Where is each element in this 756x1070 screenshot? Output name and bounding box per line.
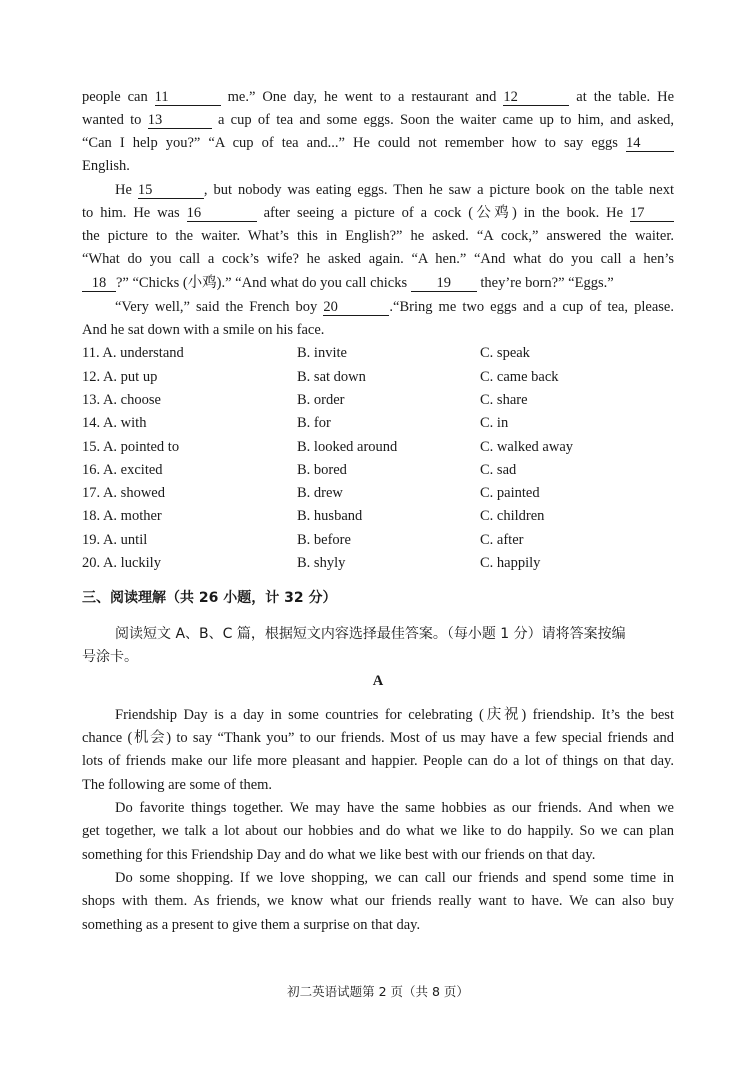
option-b[interactable]: B. bored (297, 462, 347, 478)
section-instructions: 阅读短文 A、B、C 篇，根据短文内容选择最佳答案。（每小题 1 分）请将答案按编 (115, 626, 626, 642)
blank-15: 15 (138, 182, 204, 199)
option-a[interactable]: 11. A. understand (82, 345, 184, 361)
text: they’re born?” “Eggs.” (476, 275, 614, 291)
option-a[interactable]: 15. A. pointed to (82, 439, 180, 455)
option-a[interactable]: 20. A. luckily (82, 555, 161, 571)
blank-19: 19 (411, 275, 477, 292)
text-cn: 庆祝 (483, 707, 522, 723)
text: English. (82, 158, 130, 174)
passage-line (82, 821, 674, 841)
passage-line (115, 798, 674, 818)
text: me.” One day, he went to a restaurant and (220, 89, 504, 105)
text: shops with them. As friends, we know what our friends really want to have. We can also buy (82, 893, 674, 909)
text: .“Bring me two eggs and a cup of tea, please. (389, 299, 674, 315)
text: something as a present to give them a surprise on that day. (82, 917, 421, 933)
text: chance ( (82, 730, 133, 746)
text: the picture to the waiter. What’s this in English?” he asked. “A cock,” answered the waiter. (82, 228, 674, 244)
blank-14: 14 (626, 135, 674, 152)
text: Do some shopping. If we love shopping, we can call our friends and spend some time in (115, 870, 674, 886)
text: “Can I help you?” “A cup of tea and...” He could not remember how to say eggs (82, 135, 626, 151)
text: ).” “And what do you call chicks (216, 275, 411, 291)
cloze-line-7 (82, 226, 674, 246)
text: get together, we talk a lot about our hobbies and do what we like to do happily. So we can plan (82, 823, 674, 839)
blank-12: 12 (503, 89, 569, 106)
text: The following are some of them. (82, 777, 273, 793)
cloze-line-5 (115, 180, 674, 200)
passage-line (82, 915, 674, 935)
option-c[interactable]: C. walked away (480, 439, 574, 455)
option-b[interactable]: B. husband (297, 508, 363, 524)
text: at the table. He (569, 89, 675, 105)
option-b[interactable]: B. order (297, 392, 345, 408)
text: ) in the book. He (512, 205, 631, 221)
text: wanted to (82, 112, 148, 128)
cloze-line-11 (82, 320, 674, 340)
page-footer: 初二英语试题第 2 页（共 8 页） (287, 984, 469, 999)
text: a cup of tea and some eggs. Soon the waiter came up to him, and asked, (211, 112, 674, 128)
cloze-line-4 (82, 156, 674, 176)
option-a[interactable]: 13. A. choose (82, 392, 161, 408)
option-a[interactable]: 16. A. excited (82, 462, 163, 478)
text: “Very well,” said the French boy (115, 299, 324, 315)
blank-18: 18 (82, 275, 116, 292)
option-c[interactable]: C. share (480, 392, 528, 408)
text: ) friendship. It’s the best (521, 707, 674, 723)
text: , but nobody was eating eggs. Then he saw a picture book on the table next (203, 182, 674, 198)
text: “What do you call a cock’s wife? he asked again. “A hen.” “And what do you call a hen’s (82, 251, 674, 267)
option-c[interactable]: C. speak (480, 345, 530, 361)
option-a[interactable]: 19. A. until (82, 532, 148, 548)
option-b[interactable]: B. invite (297, 345, 347, 361)
option-b[interactable]: B. before (297, 532, 351, 548)
option-c[interactable]: C. children (480, 508, 545, 524)
option-a[interactable]: 14. A. with (82, 415, 147, 431)
blank-11: 11 (155, 89, 221, 106)
cloze-line-9 (82, 273, 674, 293)
option-c[interactable]: C. sad (480, 462, 517, 478)
text: people can (82, 89, 155, 105)
text: And he sat down with a smile on his face. (82, 322, 325, 338)
cloze-line-2 (82, 110, 674, 130)
section-instructions-cont: 号涂卡。 (82, 649, 138, 665)
text: to him. He was (82, 205, 187, 221)
option-b[interactable]: B. for (297, 415, 331, 431)
option-a[interactable]: 17. A. showed (82, 485, 165, 501)
text: lots of friends make our life more pleasant and happier. People can do a lot of things on that day. (82, 753, 674, 769)
option-b[interactable]: B. sat down (297, 369, 366, 385)
text-cn: 公鸡 (473, 205, 513, 221)
passage-label: A (372, 673, 384, 689)
blank-16: 16 (187, 205, 257, 222)
passage-line (115, 705, 674, 725)
cloze-line-3 (82, 133, 674, 153)
passage-line (82, 891, 674, 911)
text: something for this Friendship Day and do what we like best with our friends on that day. (82, 847, 596, 863)
cloze-line-1 (82, 87, 674, 107)
text: Do favorite things together. We may have the same hobbies as our friends. And when we (115, 800, 674, 816)
text: ) to say “Thank you” to our friends. Most of us may have a few special friends and (166, 730, 674, 746)
option-c[interactable]: C. in (480, 415, 509, 431)
passage-line (82, 775, 674, 795)
option-b[interactable]: B. looked around (297, 439, 398, 455)
option-c[interactable]: C. after (480, 532, 524, 548)
section-title: 三、阅读理解（共 26 小题，计 32 分） (82, 590, 337, 606)
text-cn: 机会 (132, 730, 167, 746)
text: Friendship Day is a day in some countries for celebrating ( (115, 707, 484, 723)
passage-line (82, 728, 674, 748)
passage-line (115, 868, 674, 888)
cloze-line-8 (82, 249, 674, 269)
text: He (115, 182, 138, 198)
option-a[interactable]: 18. A. mother (82, 508, 162, 524)
option-c[interactable]: C. happily (480, 555, 541, 571)
option-c[interactable]: C. painted (480, 485, 540, 501)
option-a[interactable]: 12. A. put up (82, 369, 158, 385)
option-c[interactable]: C. came back (480, 369, 559, 385)
passage-line (82, 751, 674, 771)
passage-line (82, 845, 674, 865)
option-b[interactable]: B. drew (297, 485, 343, 501)
text: after seeing a picture of a cock ( (256, 205, 474, 221)
text: ?” “Chicks ( (116, 275, 188, 291)
blank-17: 17 (630, 205, 674, 222)
option-b[interactable]: B. shyly (297, 555, 346, 571)
cloze-line-10 (115, 297, 674, 317)
cloze-line-6 (82, 203, 674, 223)
blank-13: 13 (148, 112, 212, 129)
blank-20: 20 (323, 299, 389, 316)
text-cn: 小鸡 (187, 275, 217, 291)
